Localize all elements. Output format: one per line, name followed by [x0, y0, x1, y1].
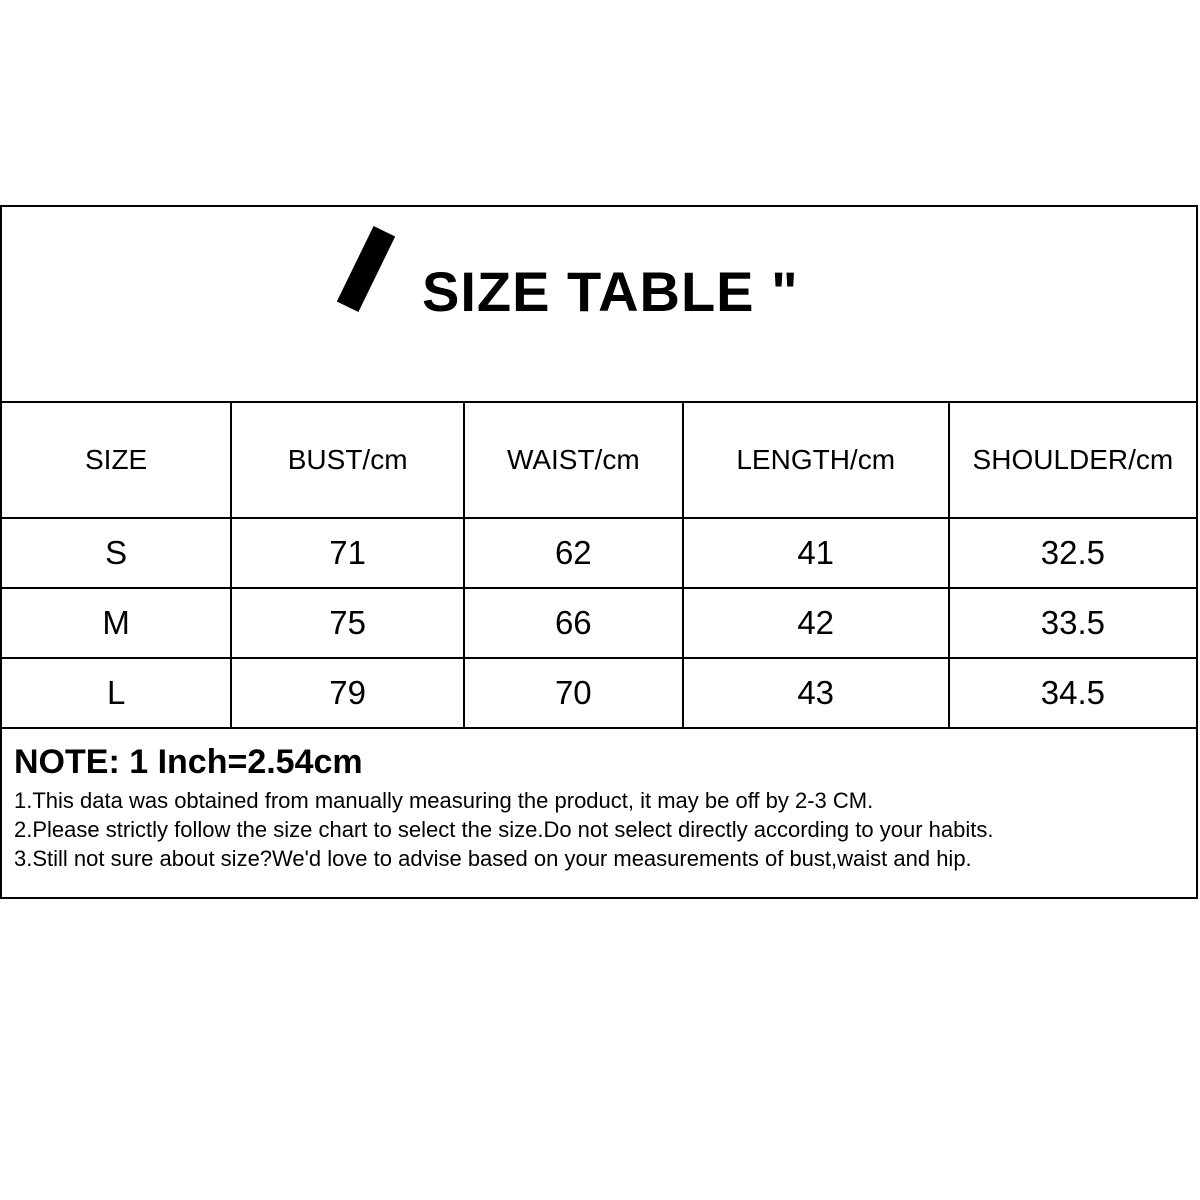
cell-length: 42 — [683, 588, 949, 658]
table-header-row — [2, 403, 1196, 518]
cell-bust: 79 — [231, 658, 464, 728]
column-header-bust: BUST/cm — [231, 403, 464, 518]
size-table — [2, 403, 1196, 729]
cell-size: M — [2, 588, 231, 658]
notes-title: NOTE: 1 Inch=2.54cm — [14, 743, 363, 781]
cell-bust: 71 — [231, 518, 464, 588]
notes-line-3: 3.Still not sure about size?We'd love to advise based on your measurements of bust,waist and hip. — [14, 846, 972, 871]
cell-bust: 75 — [231, 588, 464, 658]
column-header-size: SIZE — [2, 403, 231, 518]
notes-section — [2, 729, 1196, 897]
cell-waist: 62 — [464, 518, 683, 588]
cell-waist: 70 — [464, 658, 683, 728]
table-row — [2, 588, 1196, 658]
size-table-card — [0, 205, 1198, 899]
column-header-waist: WAIST/cm — [464, 403, 683, 518]
column-header-length: LENGTH/cm — [683, 403, 949, 518]
table-row — [2, 658, 1196, 728]
cell-size: L — [2, 658, 231, 728]
cell-shoulder: 32.5 — [949, 518, 1196, 588]
notes-line-2: 2.Please strictly follow the size chart to select the size.Do not select directly according to your habits. — [14, 817, 994, 842]
cell-size: S — [2, 518, 231, 588]
title-band — [2, 207, 1196, 403]
cell-length: 41 — [683, 518, 949, 588]
cell-shoulder: 33.5 — [949, 588, 1196, 658]
cell-waist: 66 — [464, 588, 683, 658]
cell-length: 43 — [683, 658, 949, 728]
notes-line-1: 1.This data was obtained from manually measuring the product, it may be off by 2-3 CM. — [14, 788, 874, 813]
slash-mark-icon — [320, 227, 410, 317]
cell-shoulder: 34.5 — [949, 658, 1196, 728]
table-row — [2, 518, 1196, 588]
column-header-shoulder: SHOULDER/cm — [949, 403, 1196, 518]
page-title: SIZE TABLE " — [422, 260, 799, 323]
